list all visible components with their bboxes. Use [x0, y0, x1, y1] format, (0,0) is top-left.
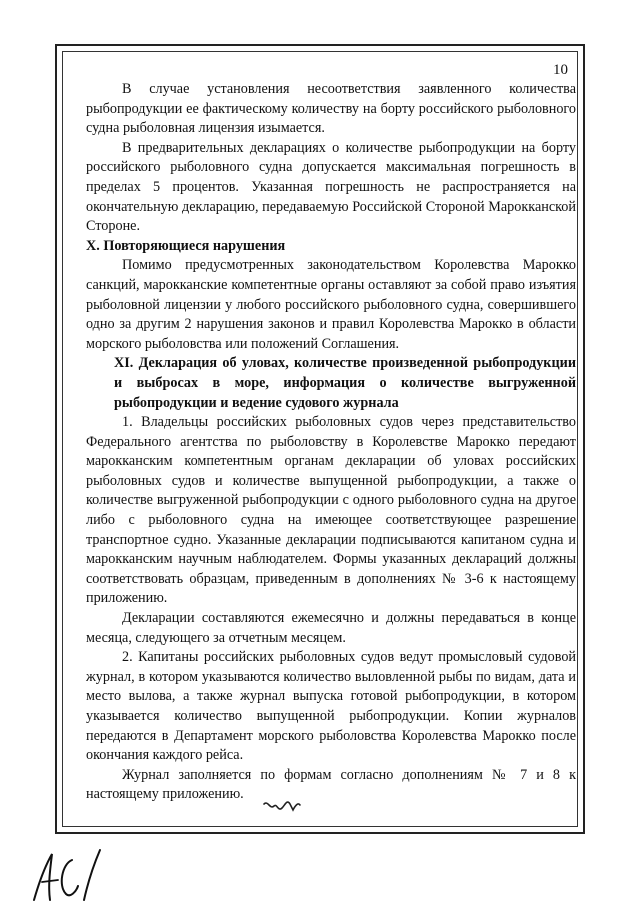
signature-mark	[262, 796, 302, 818]
handwritten-initials	[28, 846, 108, 904]
section-xi-paragraph-3: 2. Капитаны российских рыболовных судов ведут промысловый судовой журнал, в котором указываются количество выловленной рыбы по видам, дата и место вылова, а также журнал выпуска готовой рыбопродукции, в котором указывается количество выпущенной рыбопродукции. Копии журналов передаются в Департамент морского рыболовства Королевства Марокко после окончания каждого рейса.	[86, 649, 576, 764]
section-xi-paragraph-2: Декларации составляются ежемесячно и должны передаваться в конце месяца, следующего за отчетным месяцем.	[86, 610, 576, 646]
paragraph-preliminary-declarations: В предварительных декларациях о количестве рыбопродукции на борту российского рыболовного судна допускается максимальная погрешность в пределах 5 процентов. Указанная погрешность не распространяется на окончательную декларацию, передаваемую Российской Стороной Марокканской Стороне.	[86, 139, 576, 235]
paragraph-license-seizure: В случае установления несоответствия заявленного количества рыбопродукции ее фактическому количеству на борту российского рыболовного судна рыболовная лицензия изымается.	[86, 81, 576, 137]
section-xi-paragraph-4: Журнал заполняется по формам согласно дополнениям № 7 и 8 к настоящему приложению.	[86, 766, 576, 803]
section-x-text: Помимо предусмотренных законодательством Королевства Марокко санкций, марокканские компетентные органы оставляют за собой право изъятия рыболовной лицензии у любого российского рыболовного судна, совершившего одно за другим 2 нарушения законов и правил Королевства Марокко в области морского рыболовства или положений Соглашения.	[86, 257, 576, 352]
section-xi-title: XI. Декларация об уловах, количестве произведенной рыбопродукции и выбросах в море, информация о количестве выгруженной рыбопродукции и ведение судового журнала	[114, 355, 576, 411]
section-xi-paragraph-1: 1. Владельцы российских рыболовных судов через представительство Федерального агентства по рыболовству в Королевстве Марокко передают марокканским компетентным органам декларации об уловах российских рыболовных судов и количестве выпущенной рыбопродукции, а также о количестве выгруженной рыбопродукции с одного рыболовного судна на другое либо с рыболовного судна на имеющее соответствующее разрешение транспортное судно. Указанные декларации подписываются капитаном судна и марокканским научным наблюдателем. Формы указанных деклараций должны соответствовать образцам, приведенным в дополнениях № 3-6 к настоящему приложению.	[86, 414, 576, 607]
page-number: 10	[553, 62, 568, 78]
section-x-title: X. Повторяющиеся нарушения	[86, 237, 286, 254]
document-body	[86, 80, 576, 805]
